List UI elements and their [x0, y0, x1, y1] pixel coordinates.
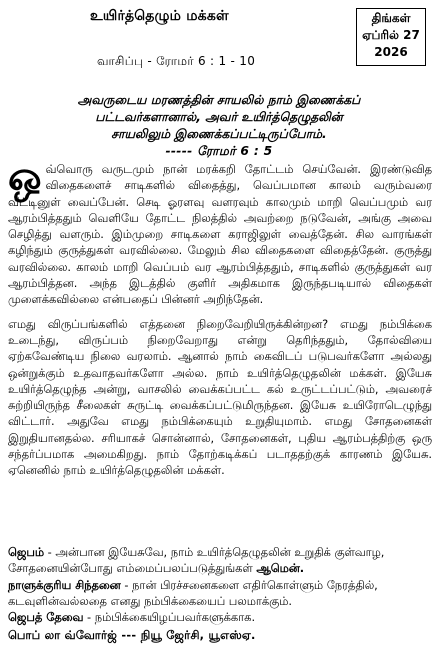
key-verse [20, 92, 418, 160]
verse-line-1: அவருடைய மரணத்தின் சாயலில் நாம் இணைக்கப் [77, 93, 361, 107]
prayer-label: ஜெபம் [8, 545, 45, 559]
paragraph-2: எமது விருப்பங்களில் எத்தனை நிறைவேறியிருக்கின்றன? எமது நம்பிக்கை உடைந்து, விருப்பம் நிறைவேறாது என்று தெரிந்ததும், தோல்வியை ஏற்கவேண்டிய நிலை வரலாம். ஆனால் நாம் கைவிடப் படுபவர்களோ அல்லது ஒன்றுக்கும் உதவாதவர்களோ அல்ல. நாம் உயிர்த்தெழுதலின் மக்கள். இயேசு உயிர்த்தெழுந்த அன்று, வாசலில் வைக்கப்பட்ட கல் உருட்டப்பட்டும், அவரைச் சுற்றியிருந்த சீலைகள் சுருட்டி வைக்கப்பட்டுமிருந்தன. இயேசு உயிரோடெழுந்து விட்டார். அதுவே எமது நம்பிக்கையும் உறுதியுமாம். எமது சோதனைகள் இறுதியானதல்ல. சரியாகச் சொன்னால், சோதனைகள், புதிய ஆரம்பத்திற்கு ஒரு சந்தர்ப்பமாக அமைகிறது. நாம் தோற்கடிக்கப் படாததற்குக் காரணம் இயேசு. ஏனெனில் நாம் உயிர்த்தெழுதலின் மக்கள். [8, 316, 432, 478]
author-line: பொப் லா வ்வோர்ஜ் --- நியூ ஜேர்சி, யூஎஸ்ஏ. [8, 628, 256, 643]
verse-line-2: பட்டவர்களானால், அவர் உயிர்த்தெழுதலின் [95, 110, 343, 124]
devotional-body [8, 154, 432, 479]
paragraph-1 [8, 154, 432, 308]
verse-reference: ----- ரோமர் 6 : 5 [165, 144, 273, 158]
date-box [356, 8, 426, 66]
scripture-reading: வாசிப்பு - ரோமர் 6 : 1 - 10 [97, 54, 256, 68]
page-title: உயிர்த்தெழும் மக்கள் [90, 8, 229, 24]
devotional-footer [8, 544, 432, 644]
prayer-text: - அன்பான இயேசுவே, நாம் உயிர்த்தெழுதலின் உறுதிக் குள்வாழ, சோதனையின்போது எம்மைப்பலப்படுத்துங்கள் [8, 545, 385, 576]
thought-label: நாளுக்குரிய சிந்தனை [8, 577, 121, 592]
need-text: - நம்பிக்கையிழப்பவர்களுக்காக. [83, 610, 256, 625]
date-year: 2026 [374, 45, 408, 59]
prayer-need [8, 609, 432, 625]
prayer [8, 544, 432, 577]
verse-line-3: சாயலிலும் இணைக்கப்பட்டிருப்போம். [111, 127, 327, 141]
date-month-day: ஏப்ரில் 27 [362, 28, 420, 42]
drop-cap: ஒ [8, 154, 42, 200]
paragraph-1-text: வ்வொரு வருடமும் நான் மரக்கறி தோட்டம் செய்வேன். இரண்டுவித விதைகளைச் சாடிகளில் விதைத்து, வெப்பமான காலம் வரும்வரை வீட்டினுள் வைப்பேன். செடி ஓரளவு வளரவும் காலமும் மாறி வெப்பமும் வர ஆரம்பித்ததும் வெளியே தோட்ட நிலத்தில் அவற்றை நடுவேன், அங்கு அவை செழித்து வளரும். இம்முறை சாடிகளை கராஜிலுள் வைத்தேன். சில வாரங்கள் கழிந்தும் குருத்துகள் வரவில்லை. மேலும் சில விதைகளை விதைத்தேன். குருத்து வரவில்லை. காலம் மாறி வெப்பம் வர ஆரம்பித்ததும், சாடிகளில் குருத்துகள் வர ஆரம்பித்தன. அந்த இடத்தில் குளிர் அதிகமாக இருந்தபடியால் விதைகள் முளைக்கவில்லை என்பதைப் பின்னர் அறிந்தேன். [8, 162, 432, 307]
daily-thought [8, 577, 432, 610]
prayer-amen: ஆமென். [256, 561, 305, 576]
thought-text: - நான் பிரச்சனைகளை எதிர்கொள்ளும் நேரத்தில், கடவுளின்வல்லதை எனது நம்பிக்கையைப் பலமாக்கும். [8, 577, 378, 608]
need-label: ஜெபத் தேவை [8, 610, 84, 625]
date-day: திங்கள் [371, 11, 411, 25]
